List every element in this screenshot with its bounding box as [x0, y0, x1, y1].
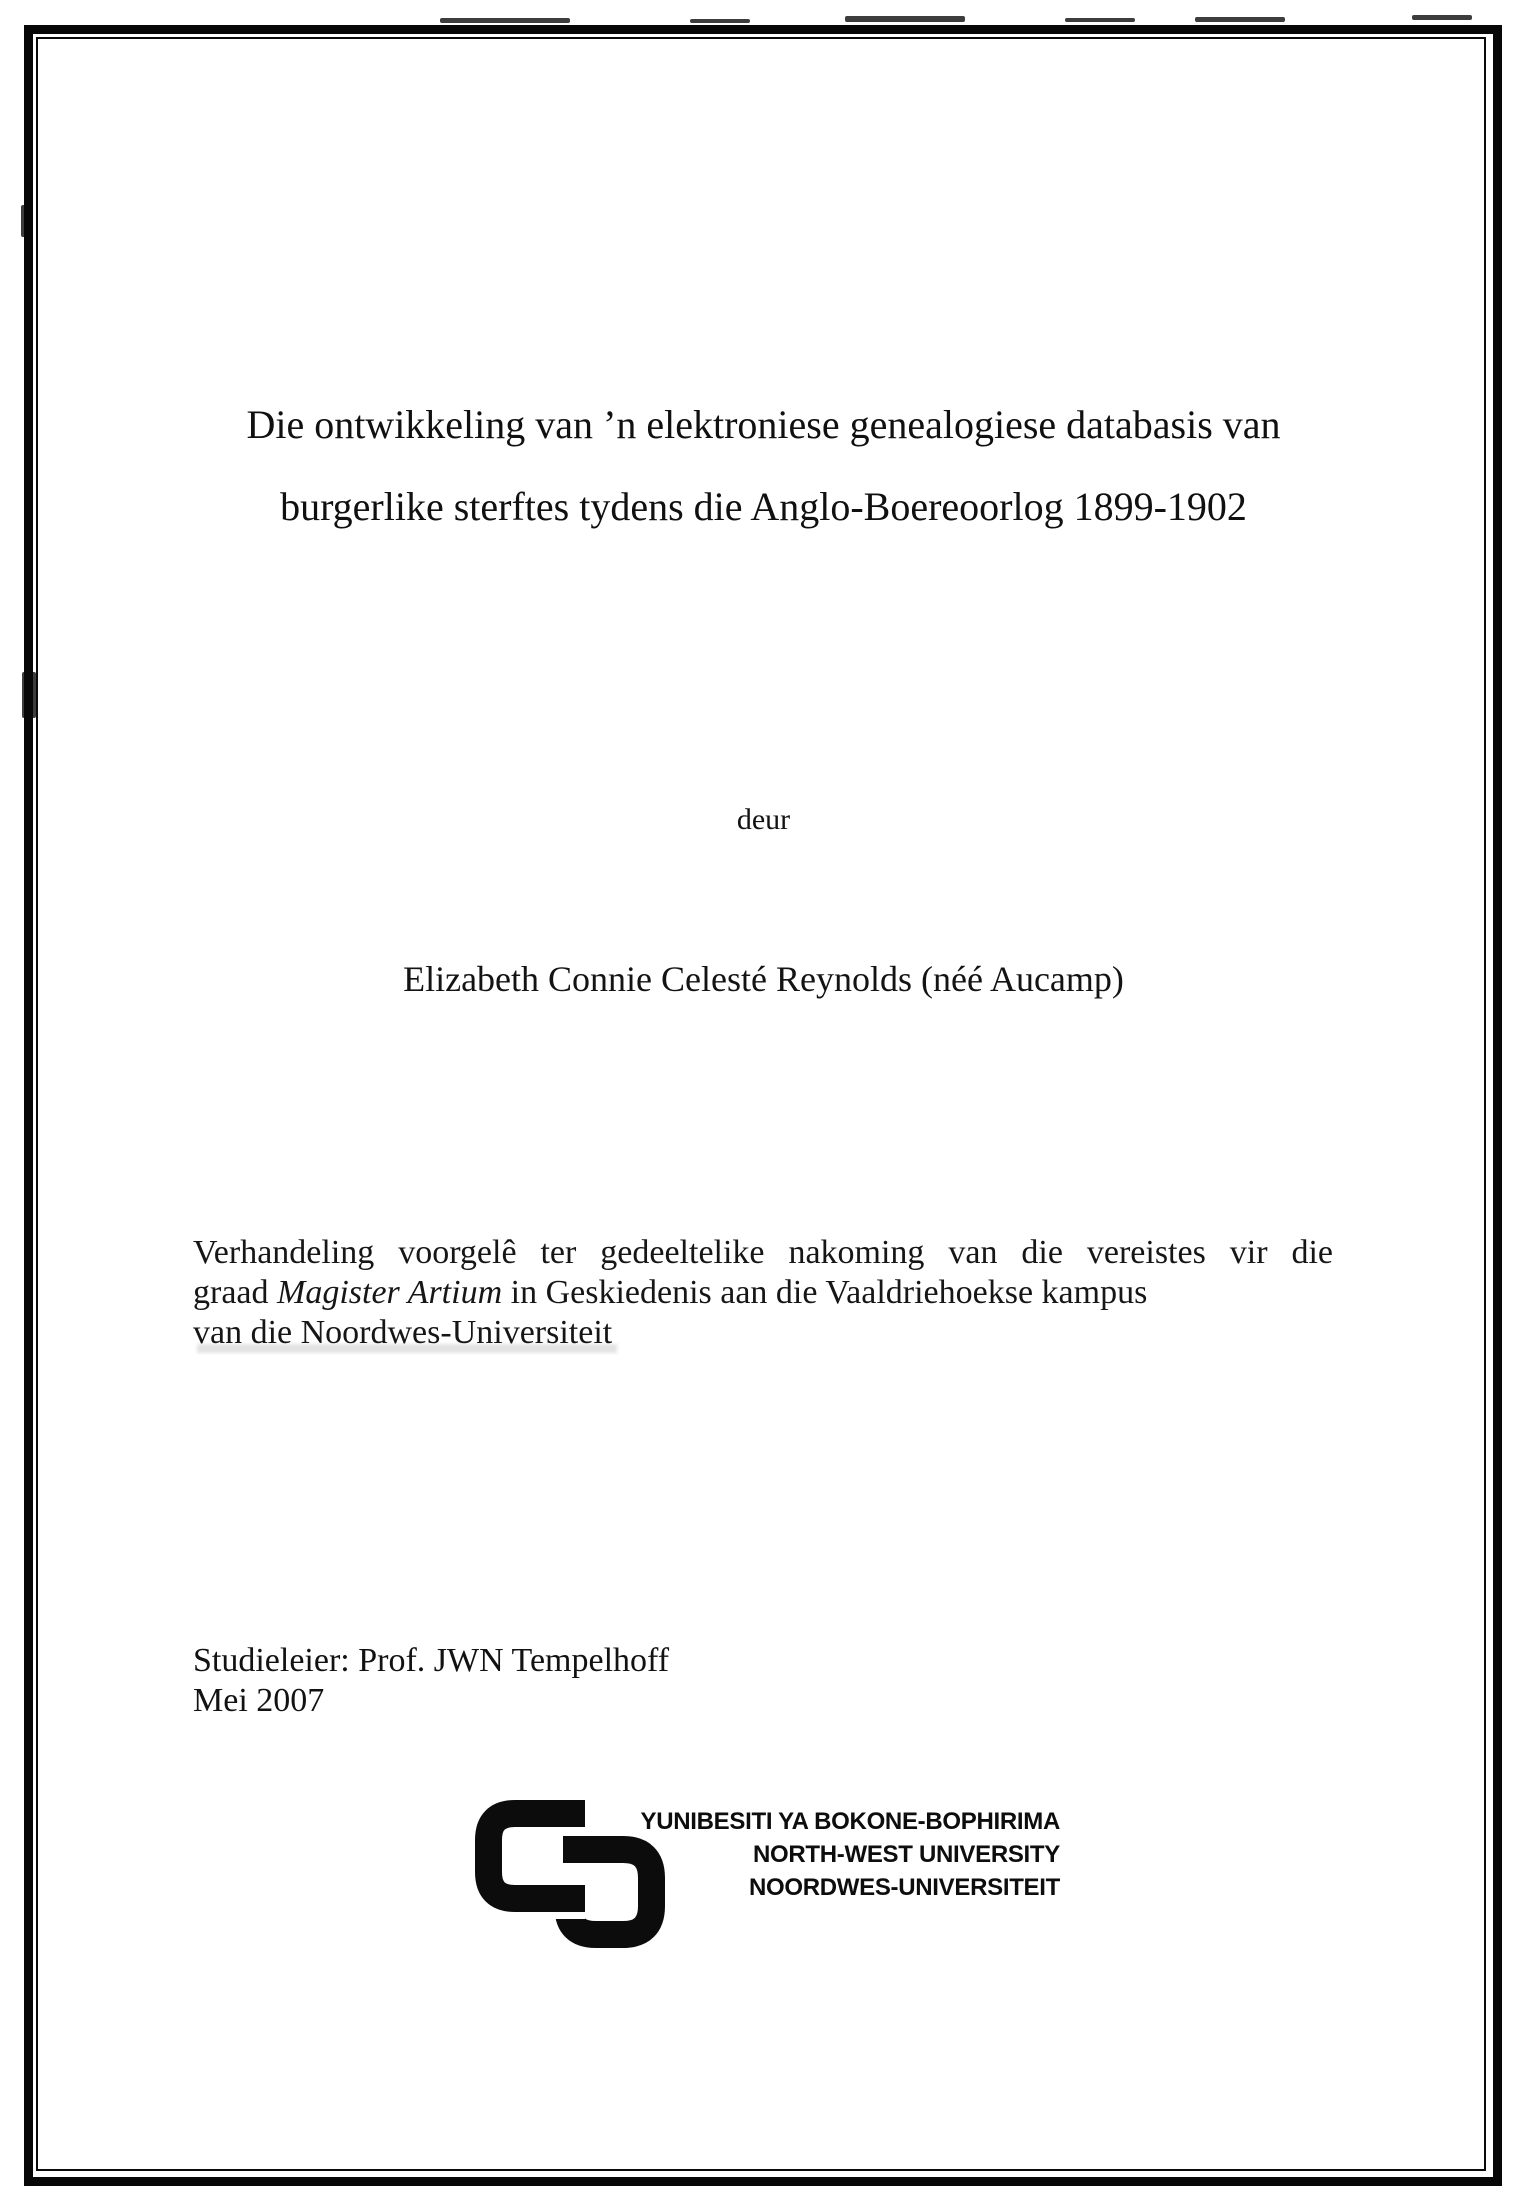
scan-artifact — [1065, 18, 1135, 22]
university-wordmark — [560, 1805, 1060, 1904]
scan-artifact — [440, 18, 570, 23]
degree-statement-line2 — [193, 1273, 1333, 1313]
degree-statement-line1: Verhandeling voorgelê ter gedeeltelike nakoming van die vereistes vir die — [193, 1234, 1333, 1271]
scan-ghosting — [197, 1344, 617, 1353]
supervisor-line: Studieleier: Prof. JWN Tempelhoff — [193, 1642, 670, 1679]
logo-text-line1: YUNIBESITI YA BOKONE-BOPHIRIMA — [640, 1808, 1060, 1835]
thesis-title-line1: Die ontwikkeling van ’n elektroniese genealogiese databasis van — [246, 402, 1281, 447]
degree-statement-line2-pre: graad — [193, 1274, 278, 1311]
byline-label: deur — [736, 803, 791, 836]
scan-artifact — [1195, 17, 1285, 22]
thesis-title — [70, 384, 1457, 548]
author-name: Elizabeth Connie Celesté Reynolds (néé Aucamp) — [403, 959, 1124, 999]
degree-statement — [193, 1233, 1333, 1353]
supervisor-block — [193, 1641, 669, 1721]
logo-text-line2: NORTH-WEST UNIVERSITY — [752, 1841, 1060, 1868]
scan-artifact — [690, 19, 750, 23]
date-line: Mei 2007 — [193, 1682, 325, 1719]
scan-artifact — [845, 16, 965, 22]
degree-name-italic: Magister Artium — [277, 1274, 503, 1311]
scan-artifact — [1412, 15, 1472, 20]
degree-statement-line2-post: in Geskiedenis aan die Vaaldriehoekse kampus — [502, 1274, 1148, 1311]
degree-statement-line3: van die Noordwes-Universiteit — [193, 1314, 613, 1351]
logo-text-line3: NOORDWES-UNIVERSITEIT — [748, 1874, 1060, 1901]
thesis-title-line2: burgerlike sterftes tydens die Anglo-Boereoorlog 1899-1902 — [280, 484, 1247, 529]
